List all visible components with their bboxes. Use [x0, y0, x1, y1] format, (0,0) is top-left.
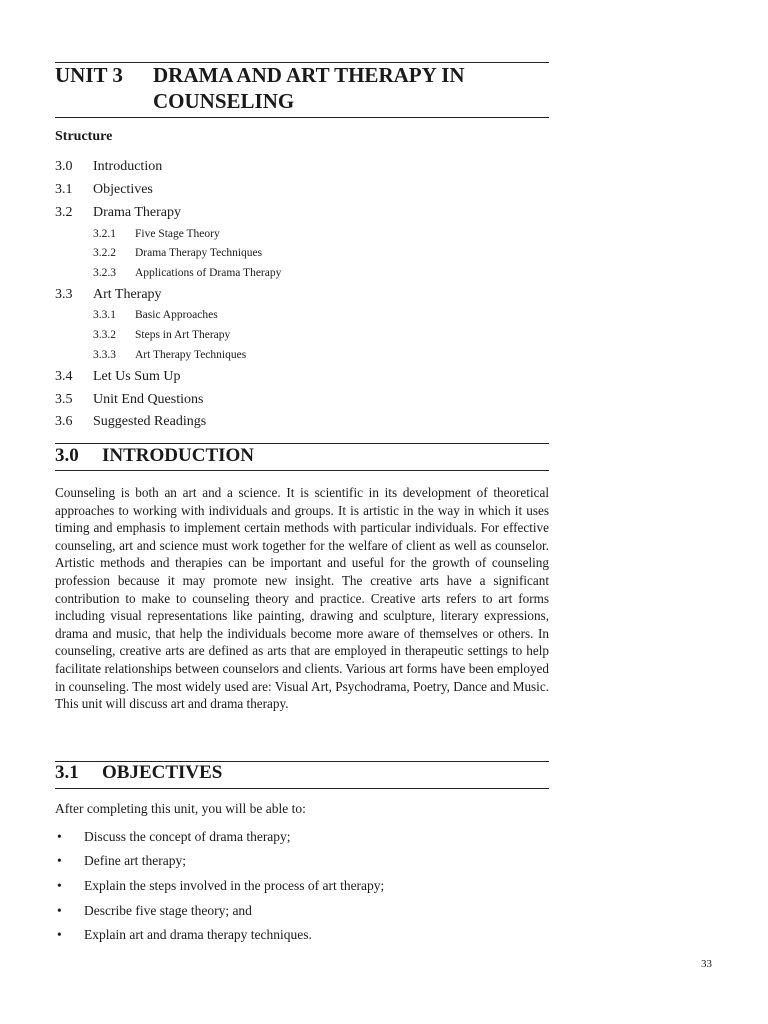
toc-title: Art Therapy	[93, 287, 162, 302]
toc-title: Five Stage Theory	[135, 228, 220, 240]
toc-number: 3.3.2	[93, 329, 116, 341]
objective-text: Describe five stage theory; and	[84, 903, 252, 918]
unit-title-line-2: COUNSELING	[153, 89, 295, 113]
toc-number: 3.2.3	[93, 267, 116, 279]
toc-title: Objectives	[93, 182, 153, 197]
toc-number: 3.1	[55, 182, 73, 197]
section-title: INTRODUCTION	[102, 445, 255, 466]
structure-label: Structure	[55, 129, 113, 144]
intro-bottom-rule	[55, 470, 549, 471]
toc-title: Introduction	[93, 159, 163, 174]
page-number: 33	[701, 958, 712, 970]
section-number: 3.0	[55, 445, 79, 466]
toc-number: 3.2	[55, 205, 73, 220]
toc-title: Unit End Questions	[93, 392, 204, 407]
section-title: OBJECTIVES	[102, 762, 223, 783]
toc-number: 3.3.3	[93, 349, 116, 361]
bullet-icon: •	[57, 927, 62, 942]
objectives-bottom-rule	[55, 788, 549, 789]
unit-number: UNIT 3	[55, 63, 123, 87]
introduction-paragraph: Counseling is both an art and a science. It is scientific in its development of theoretical approaches to working with individuals and groups. It is artistic in the way in which it uses timing and emphasis to implement certain methods with particular individuals. For effective counseling, art and science must work together for the welfare of client as well as counselor. Artistic methods and therapies can be important and useful for the growth of counseling profession because it may promote new insight. The creative arts have a significant contribution to make to counseling theory and practice. Creative arts refers to art forms including visual representations like painting, drawing and sculpture, literary expressions, drama and music, that help the individuals become more aware of themselves or others. In counseling, creative arts are defined as arts that are employed in therapeutic settings to help facilitate relationships between counselors and clients. Various art forms have been employed in counseling. The most widely used are: Visual Art, Psychodrama, Poetry, Dance and Music. This unit will discuss art and drama therapy.	[55, 485, 549, 712]
toc-number: 3.2.1	[93, 228, 116, 240]
bullet-icon: •	[57, 878, 62, 893]
toc-title: Basic Approaches	[135, 309, 218, 321]
section-number: 3.1	[55, 762, 79, 783]
toc-title: Drama Therapy Techniques	[135, 247, 263, 259]
objective-text: Define art therapy;	[84, 853, 186, 868]
toc-number: 3.5	[55, 392, 73, 407]
bullet-icon: •	[57, 829, 62, 844]
toc-number: 3.3	[55, 287, 73, 302]
unit-title	[153, 62, 549, 114]
unit-heading-rule	[55, 117, 549, 118]
toc-title: Applications of Drama Therapy	[135, 267, 282, 279]
bullet-icon: •	[57, 853, 62, 868]
toc-number: 3.0	[55, 159, 73, 174]
toc-title: Steps in Art Therapy	[135, 329, 231, 341]
toc-number: 3.4	[55, 369, 73, 384]
intro-top-rule	[55, 443, 549, 444]
objective-text: Explain the steps involved in the process of art therapy;	[84, 878, 385, 893]
bullet-icon: •	[57, 903, 62, 918]
toc-title: Art Therapy Techniques	[135, 349, 247, 361]
toc-number: 3.3.1	[93, 309, 116, 321]
objective-text: Discuss the concept of drama therapy;	[84, 829, 291, 844]
toc-number: 3.6	[55, 414, 73, 429]
toc-title: Let Us Sum Up	[93, 369, 181, 384]
objective-text: Explain art and drama therapy techniques.	[84, 927, 312, 942]
toc-title: Drama Therapy	[93, 205, 181, 220]
objectives-intro: After completing this unit, you will be able to:	[55, 801, 306, 816]
unit-title-line-1: DRAMA AND ART THERAPY IN	[153, 63, 465, 87]
toc-number: 3.2.2	[93, 247, 116, 259]
toc-title: Suggested Readings	[93, 414, 207, 429]
